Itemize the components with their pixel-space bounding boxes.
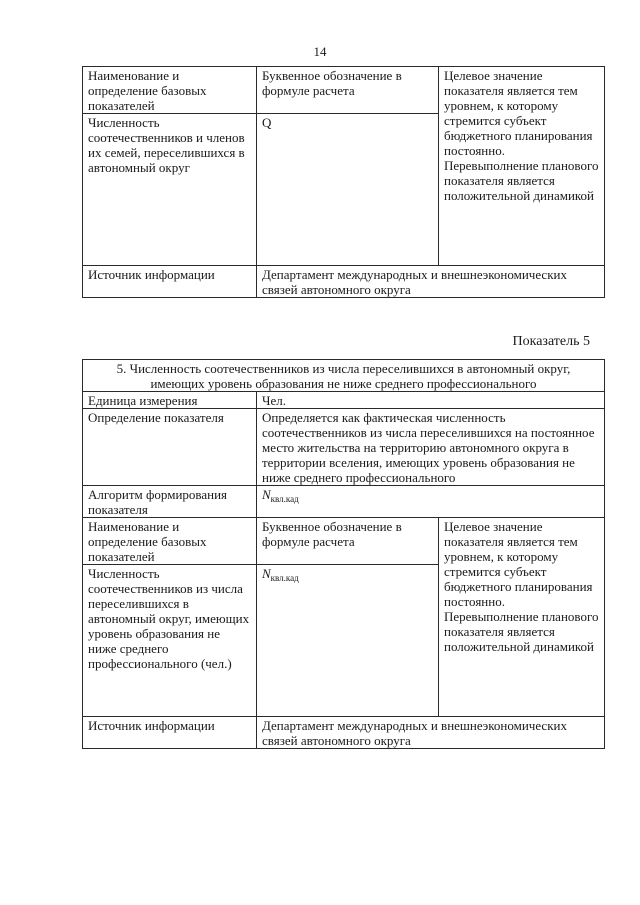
- indicator-title-cell: 5. Численность соотечественников из числа переселившихся в автономный округ, имеющих уровень образования не ниже среднего профессионального: [83, 360, 605, 392]
- indicator-caption: Показатель 5: [512, 334, 590, 349]
- unit-value-cell: Чел.: [257, 392, 605, 409]
- formula-symbol: N: [262, 566, 271, 581]
- definition-value-cell: Определяется как фактическая численность соотечественников из числа переселившихся на постоянное место жительства на территорию автономного округа в территории вселения, имеющих уровень образования не ниже среднего профессионального: [257, 409, 605, 486]
- header-target-cell: Целевое значение показателя является тем уровнем, к которому стремится субъект бюджетного планирования постоянно. Перевыполнение планового показателя является положительной динамикой: [439, 518, 605, 717]
- table-row: [83, 486, 605, 518]
- source-value-cell: Департамент международных и внешнеэкономических связей автономного округа: [257, 266, 605, 298]
- table-row: [83, 67, 605, 114]
- header-target-cell: Целевое значение показателя является тем уровнем, к которому стремится субъект бюджетного планирования постоянно. Перевыполнение планового показателя является положительной динамикой: [439, 67, 605, 266]
- algorithm-formula-cell: [257, 486, 605, 518]
- formula-symbol: N: [262, 487, 271, 502]
- indicator-symbol-cell: Q: [257, 114, 439, 266]
- indicator-name-cell: Численность соотечественников и членов их семей, переселившихся в автономный округ: [83, 114, 257, 266]
- definition-label-cell: Определение показателя: [83, 409, 257, 486]
- page-number: 14: [313, 44, 327, 59]
- formula-subscript: квл.кад: [270, 494, 299, 504]
- table-row: [83, 518, 605, 565]
- indicator-table-5: [82, 359, 605, 749]
- formula-subscript: квл.кад: [270, 573, 299, 583]
- table-row: [83, 360, 605, 392]
- source-value-cell: Департамент международных и внешнеэкономических связей автономного округа: [257, 717, 605, 749]
- indicator-table-1: [82, 66, 605, 298]
- header-symbol-cell: Буквенное обозначение в формуле расчета: [257, 518, 439, 565]
- unit-label-cell: Единица измерения: [83, 392, 257, 409]
- algorithm-label-cell: Алгоритм формирования показателя: [83, 486, 257, 518]
- indicator-name-cell: Численность соотечественников из числа переселившихся в автономный округ, имеющих уровень образования не ниже среднего профессионального (чел.): [83, 565, 257, 717]
- table-row: [83, 392, 605, 409]
- header-name-cell: Наименование и определение базовых показателей: [83, 518, 257, 565]
- source-label-cell: Источник информации: [83, 717, 257, 749]
- header-name-cell: Наименование и определение базовых показателей: [83, 67, 257, 114]
- table-row: [83, 409, 605, 486]
- table-row: [83, 717, 605, 749]
- source-label-cell: Источник информации: [83, 266, 257, 298]
- header-symbol-cell: Буквенное обозначение в формуле расчета: [257, 67, 439, 114]
- table-row: [83, 266, 605, 298]
- indicator-symbol-cell: [257, 565, 439, 717]
